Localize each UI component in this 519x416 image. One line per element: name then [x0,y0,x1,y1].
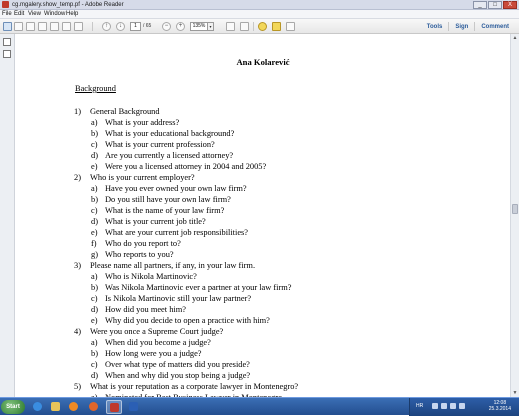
sub-question-item [91,315,270,326]
item-text: Who reports to you? [105,250,174,259]
item-text: Please name all partners, if any, in your law firm. [90,261,256,270]
item-number: 1) [74,107,81,116]
close-button[interactable]: X [503,1,517,9]
question-item [74,260,255,271]
sub-question-item [91,238,181,249]
zoom-in-icon[interactable]: + [176,22,185,31]
item-text: How did you meet him? [105,305,186,314]
sub-question-item [91,216,206,227]
document-view[interactable] [16,34,510,397]
toolbar [0,19,519,34]
word-icon [129,402,138,411]
item-number: b) [91,283,98,292]
question-item [74,326,223,337]
adobe-reader-icon [2,1,9,8]
maximize-button[interactable]: □ [488,1,502,9]
item-number: e) [91,228,98,237]
sticky-note-icon[interactable] [258,22,267,31]
internet-explorer-icon [33,402,42,411]
item-text: What is the name of your law firm? [105,206,225,215]
sub-question-item [91,337,211,348]
highlight-icon[interactable] [272,22,281,31]
tray-expand-icon[interactable] [432,403,438,409]
item-text: Who is your current employer? [90,173,195,182]
item-text: What is your current profession? [105,140,215,149]
item-text: Is Nikola Martinovic still your law partner? [105,294,252,303]
item-text: When and why did you stop being a judge? [105,371,251,380]
comment-button[interactable]: Comment [481,23,509,30]
item-text: How long were you a judge? [105,349,202,358]
item-text: Have you ever owned your own law firm? [105,184,247,193]
sub-question-item [91,150,233,161]
menu-window[interactable]: Window [44,11,66,17]
create-pdf-icon[interactable] [3,22,12,31]
sub-question-item [91,282,292,293]
flag-icon[interactable] [459,403,465,409]
print-icon[interactable] [50,22,59,31]
item-text: Are you currently a licensed attorney? [105,151,234,160]
fit-width-icon[interactable] [240,22,249,31]
open-folder-icon[interactable] [14,22,23,31]
attachments-icon[interactable] [3,50,11,58]
item-number: a) [91,272,98,281]
item-number: 3) [74,261,81,270]
adobe-reader-icon [110,403,119,412]
taskbar-word[interactable] [126,400,142,414]
item-text: What is your current job title? [105,217,206,226]
item-number: a) [91,184,98,193]
media-player-icon [69,402,78,411]
sub-question-item [91,161,266,172]
item-number: b) [91,349,98,358]
item-text: Was Nikola Martinovic ever a partner at your law firm? [105,283,292,292]
sub-question-item [91,117,179,128]
sub-question-item [91,249,174,260]
item-text: Were you a licensed attorney in 2004 and 2005? [105,162,267,171]
title-bar [0,0,519,10]
sub-question-item [91,271,197,282]
sub-question-item [91,293,251,304]
sign-button[interactable]: Sign [455,23,469,30]
start-button[interactable]: Start [1,400,25,414]
item-number: 2) [74,173,81,182]
sub-question-item [91,304,186,315]
volume-icon[interactable] [450,403,456,409]
item-text: Who do you report to? [105,239,181,248]
taskbar-media[interactable] [66,400,82,414]
item-text: What is your address? [105,118,180,127]
item-number: c) [91,294,98,303]
scroll-down-icon[interactable]: ▼ [512,390,518,396]
zoom-level-input[interactable]: 135% [190,22,208,31]
sub-question-item [91,359,250,370]
item-number: g) [91,250,98,259]
next-page-icon[interactable]: ↓ [116,22,125,31]
sub-question-item [91,227,248,238]
document-heading: Ana Kolarević [236,57,290,67]
item-number: d) [91,217,98,226]
clock-date: 25.3.2014 [488,406,511,412]
window-controls [473,1,517,9]
item-number: a) [91,338,98,347]
page-number-input[interactable]: 1 [130,22,141,31]
item-number: e) [91,162,98,171]
email-icon[interactable] [62,22,71,31]
toolbar-divider [253,22,254,31]
item-number: e) [91,316,98,325]
item-number: b) [91,195,98,204]
menu-bar [0,10,519,19]
sub-question-item [91,370,250,381]
taskbar-adobe-reader[interactable] [106,400,122,414]
page-thumbnails-icon[interactable] [3,38,11,46]
taskbar-firefox[interactable] [86,400,102,414]
question-item [74,381,298,392]
clock[interactable] [489,400,511,412]
item-text: What are your current job responsibilities? [105,228,249,237]
sub-question-item [91,139,215,150]
toolbar-divider [92,22,93,31]
tools-button[interactable]: Tools [426,23,443,30]
item-number: c) [91,140,98,149]
menu-view[interactable]: View [28,11,41,17]
folder-icon [51,402,60,411]
taskbar-explorer[interactable] [48,400,64,414]
firefox-icon [89,402,98,411]
minimize-button[interactable]: _ [473,1,487,9]
item-number: b) [91,129,98,138]
item-text: General Background [90,107,160,116]
language-indicator[interactable]: HR [416,403,424,409]
navigation-pane [0,34,15,397]
item-text: Over what type of matters did you preside? [105,360,250,369]
fit-page-icon[interactable] [226,22,235,31]
item-number: d) [91,151,98,160]
item-text: What is your reputation as a corporate lawyer in Montenegro? [90,382,299,391]
clock-time: 12:08 [493,400,507,406]
save-icon[interactable] [26,22,35,31]
previous-page-icon[interactable]: ↑ [102,22,111,31]
page-total: / 65 [143,23,152,29]
task-panes [421,19,515,34]
item-number: a) [91,118,98,127]
vertical-scrollbar[interactable] [510,34,519,397]
sign-pen-icon[interactable] [286,22,295,31]
share-icon[interactable] [74,22,83,31]
item-number: d) [91,371,98,380]
save-copy-icon[interactable] [38,22,47,31]
item-number: 5) [74,382,81,391]
item-text: Were you once a Supreme Court judge? [90,327,224,336]
item-number: 4) [74,327,81,336]
item-text: Why did you decide to open a practice with him? [105,316,270,325]
scroll-up-icon[interactable]: ▲ [512,35,518,41]
sub-question-item [91,128,234,139]
item-number: c) [91,206,98,215]
question-item [74,172,195,183]
item-text: When did you become a judge? [105,338,211,347]
sub-question-item [91,194,231,205]
item-number: d) [91,305,98,314]
network-icon[interactable] [441,403,447,409]
item-text: Do you still have your own law firm? [105,195,231,204]
item-text: Who is Nikola Martinovic? [105,272,197,281]
menu-edit[interactable]: Edit [14,11,25,17]
item-number: c) [91,360,98,369]
system-tray [409,398,519,416]
zoom-dropdown-icon[interactable]: ▾ [208,22,214,31]
zoom-out-icon[interactable]: − [162,22,171,31]
window-title: cg.mgalery.show_temp.pf - Adobe Reader [12,2,124,8]
question-item [74,106,160,117]
sub-question-item [91,348,202,359]
taskbar [0,397,519,415]
menu-help[interactable]: Help [66,11,79,17]
menu-file[interactable]: File [2,11,12,17]
item-text: What is your educational background? [105,129,235,138]
taskbar-ie[interactable] [30,400,46,414]
item-number: f) [91,239,97,248]
sub-question-item [91,183,247,194]
section-heading: Background [75,84,116,93]
scroll-thumb[interactable] [512,204,518,214]
sub-question-item [91,205,224,216]
